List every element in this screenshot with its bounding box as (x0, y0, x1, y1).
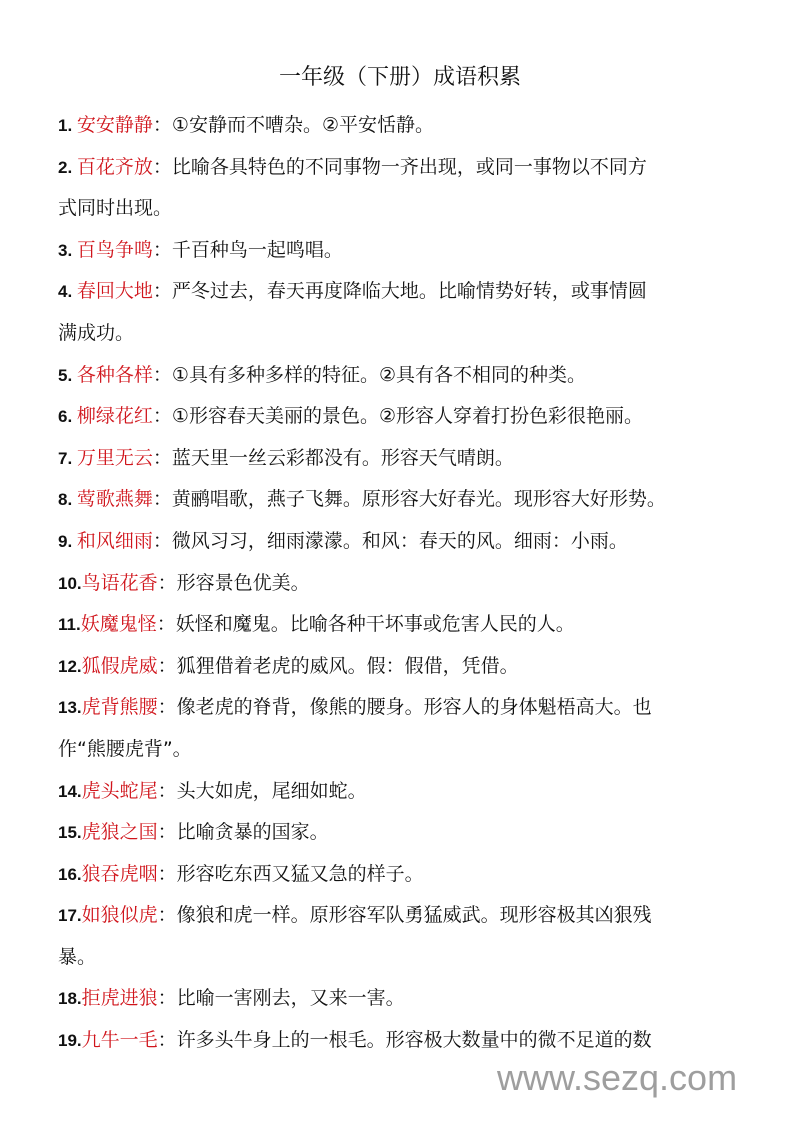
idiom-entry (58, 521, 748, 563)
idiom-entry-continuation (58, 937, 748, 979)
idiom-definition: ：形容景色优美。 (157, 571, 310, 594)
idiom-definition: 式同时出现。 (58, 197, 173, 220)
entry-number: 2. (58, 157, 77, 177)
idiom-entry (58, 771, 748, 813)
entry-number: 5. (58, 365, 77, 385)
idiom-term: 和风细雨 (76, 529, 153, 552)
entry-number: 13. (58, 698, 82, 718)
idiom-definition: 满成功。 (58, 321, 135, 344)
idiom-term: 春回大地 (76, 280, 153, 303)
idiom-entry (58, 271, 748, 313)
watermark: www.sezq.com (497, 1057, 738, 1098)
idiom-definition: ：妖怪和魔鬼。比喻各种干坏事或危害人民的人。 (156, 613, 575, 636)
idiom-definition: ：千百种鸟一起鸣唱。 (152, 238, 343, 261)
idiom-definition: ：比喻一害刚去，又来一害。 (157, 987, 405, 1010)
idiom-entry (58, 479, 748, 521)
entry-number: 16. (58, 864, 82, 884)
idiom-definition: ：黄鹂唱歌，燕子飞舞。原形容大好春光。现形容大好形势。 (152, 488, 666, 511)
idiom-term: 虎头蛇尾 (81, 779, 158, 802)
idiom-definition: ：比喻各具特色的不同事物一齐出现，或同一事物以不同方 (152, 155, 647, 178)
idiom-entry (58, 812, 748, 854)
idiom-entry (58, 355, 748, 397)
idiom-term: 百鸟争鸣 (76, 238, 153, 261)
idiom-entry (58, 563, 748, 605)
idiom-definition: 暴。 (58, 945, 97, 968)
entry-number: 12. (58, 656, 82, 676)
entry-number: 4. (58, 282, 77, 302)
idiom-entry (58, 105, 748, 147)
entry-number: 9. (58, 531, 77, 551)
idiom-definition: ：头大如虎，尾细如蛇。 (157, 779, 367, 802)
entry-number: 10. (58, 573, 82, 593)
idiom-definition: ：蓝天里一丝云彩都没有。形容天气晴朗。 (152, 446, 514, 469)
entry-number: 1. (58, 116, 77, 135)
idiom-term: 虎狼之国 (81, 821, 158, 844)
idiom-definition: ：像老虎的脊背，像熊的腰身。形容人的身体魁梧高大。也 (157, 696, 652, 719)
entry-number: 3. (58, 240, 77, 260)
idiom-entry (58, 687, 748, 729)
idiom-entry (58, 978, 748, 1020)
idiom-term: 鸟语花香 (81, 571, 158, 594)
idiom-definition: ：像狼和虎一样。原形容军队勇猛威武。现形容极其凶狠残 (157, 904, 652, 927)
entry-number: 19. (58, 1031, 82, 1051)
idiom-definition: ：比喻贪暴的国家。 (157, 821, 329, 844)
idiom-definition: ：严冬过去，春天再度降临大地。比喻情势好转，或事情圆 (152, 280, 647, 303)
idiom-definition: ：①安静而不嘈杂。②平安恬静。 (152, 114, 434, 136)
idiom-term: 狐假虎威 (81, 654, 158, 677)
idiom-entry-continuation (58, 313, 748, 355)
idiom-term: 九牛一毛 (81, 1029, 158, 1052)
idiom-definition: ：形容吃东西又猛又急的样子。 (157, 862, 424, 885)
idiom-entry (58, 230, 748, 272)
idiom-term: 如狼似虎 (81, 904, 158, 927)
entry-number: 7. (58, 448, 77, 468)
page-title: 一年级（下册）成语积累 (278, 65, 521, 90)
idiom-entry (58, 396, 748, 438)
idiom-term: 安安静静 (76, 114, 153, 136)
idiom-term: 莺歌燕舞 (76, 488, 153, 511)
entry-number: 15. (58, 823, 82, 843)
entry-number: 17. (58, 906, 82, 926)
entry-number: 14. (58, 781, 82, 801)
idiom-term: 拒虎进狼 (81, 987, 158, 1010)
idiom-definition: ：狐狸借着老虎的威风。假：假借，凭借。 (157, 654, 519, 677)
idiom-entry (58, 895, 748, 937)
entry-number: 11. (58, 615, 81, 635)
idiom-entry (58, 147, 748, 189)
idiom-definition: ：①形容春天美丽的景色。②形容人穿着打扮色彩很艳丽。 (152, 405, 643, 428)
idiom-term: 妖魔鬼怪 (80, 613, 157, 636)
entry-number: 8. (58, 490, 77, 510)
idiom-list (58, 105, 748, 1062)
idiom-term: 万里无云 (76, 446, 153, 469)
idiom-definition: 作“熊腰虎背”。 (58, 737, 192, 760)
idiom-term: 柳绿花红 (76, 405, 153, 428)
idiom-entry (58, 646, 748, 688)
idiom-definition: ：许多头牛身上的一根毛。形容极大数量中的微不足道的数 (157, 1029, 652, 1052)
idiom-entry (58, 604, 748, 646)
idiom-term: 各种各样 (76, 363, 153, 386)
idiom-term: 百花齐放 (76, 155, 153, 178)
idiom-entry-continuation (58, 729, 748, 771)
idiom-definition: ：微风习习，细雨濛濛。和风：春天的风。细雨：小雨。 (152, 529, 628, 552)
idiom-term: 虎背熊腰 (81, 696, 158, 719)
idiom-term: 狼吞虎咽 (81, 862, 158, 885)
entry-number: 18. (58, 989, 82, 1009)
entry-number: 6. (58, 407, 77, 427)
idiom-definition: ：①具有多种多样的特征。②具有各不相同的种类。 (152, 363, 586, 386)
idiom-entry (58, 1020, 748, 1062)
idiom-entry-continuation (58, 188, 748, 230)
idiom-entry (58, 438, 748, 480)
idiom-entry (58, 854, 748, 896)
